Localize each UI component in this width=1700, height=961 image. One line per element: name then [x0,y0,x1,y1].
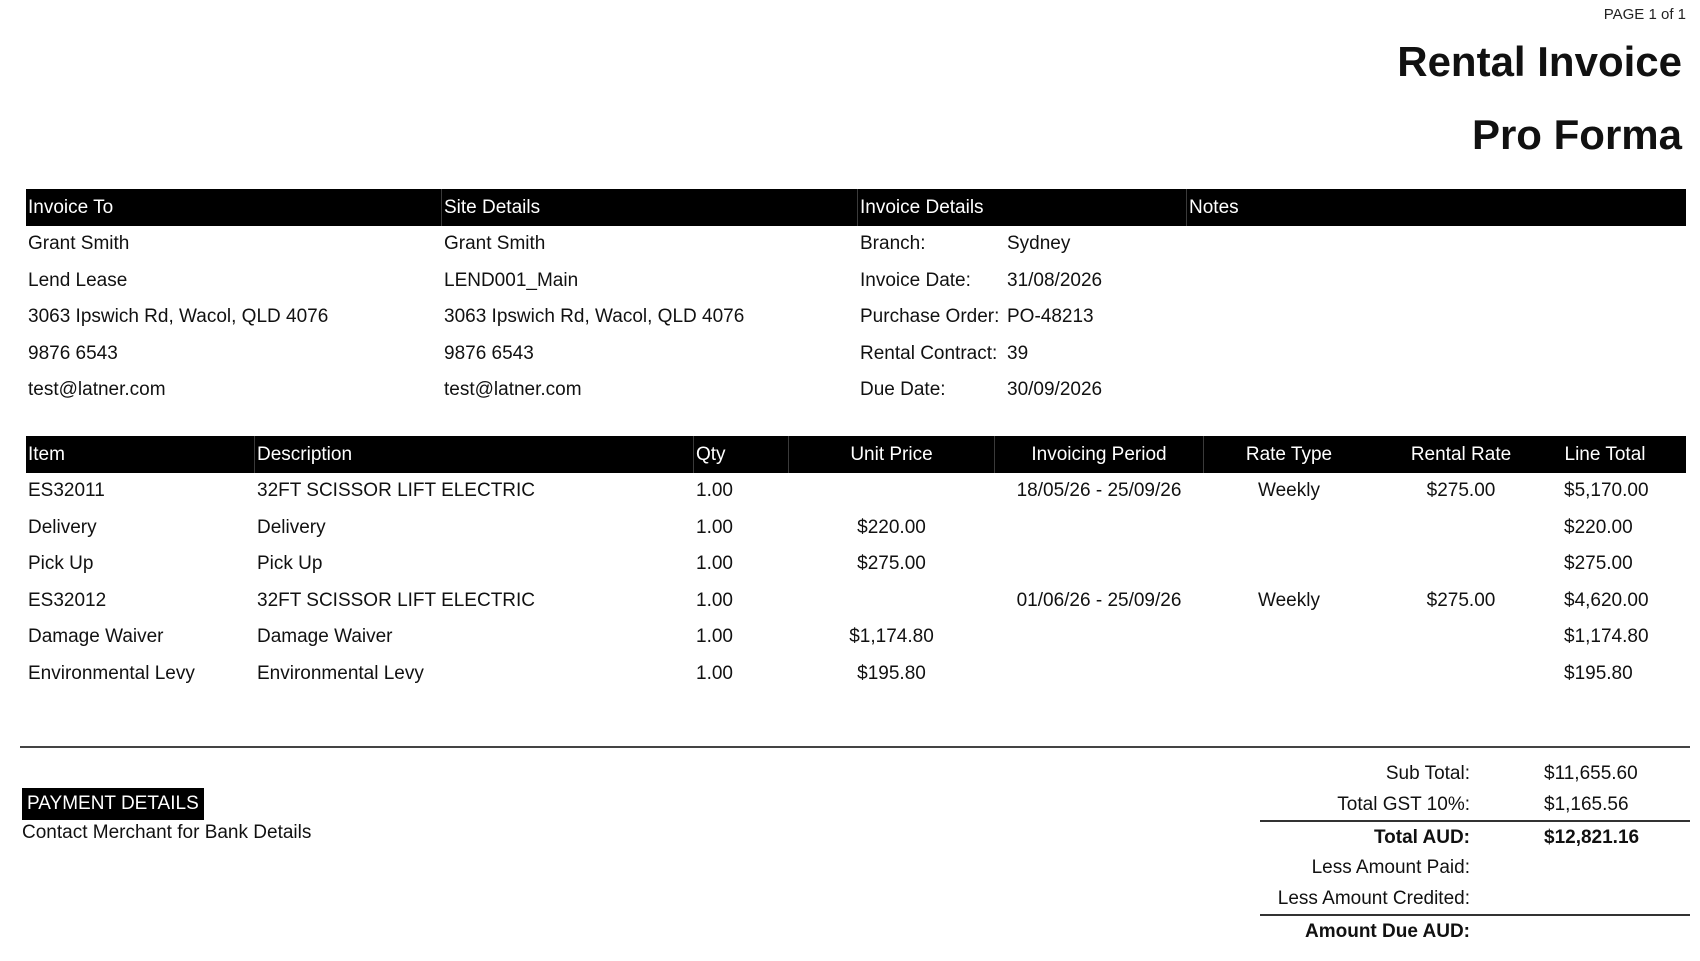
item-description: Delivery [257,516,326,538]
item-qty: 1.00 [696,589,733,611]
item-invoicing-period: 18/05/26 - 25/09/26 [1016,480,1182,501]
item-line-total: $4,620.00 [1564,589,1649,611]
site-code: LEND001_Main [444,269,579,291]
total-aud-value: $12,821.16 [1544,827,1640,848]
invoice-to-header: Invoice To [28,197,114,218]
item-code: ES32011 [28,480,105,501]
item-code: Damage Waiver [28,626,164,647]
site-details-header: Site Details [444,197,541,218]
item-unit-price: $275.00 [857,553,926,574]
gst-value: $1,165.56 [1544,794,1629,815]
item-unit-price: $220.00 [857,516,926,538]
payment-details-text: Contact Merchant for Bank Details [22,822,312,843]
item-description: 32FT SCISSOR LIFT ELECTRIC [257,589,536,611]
rental-contract-label: Rental Contract: [860,342,998,364]
item-line-total: $5,170.00 [1564,480,1649,501]
qty-column-header: Qty [696,444,726,465]
item-rate-type: Weekly [1258,480,1320,501]
line-items-header-bar [26,436,1686,473]
item-unit-price: $1,174.80 [849,626,934,647]
invoice-to-email: test@latner.com [28,379,166,400]
item-description: Pick Up [257,553,323,574]
line-total-column-header: Line Total [1564,444,1646,465]
item-qty: 1.00 [696,553,733,574]
purchase-order-label: Purchase Order: [860,306,1000,327]
item-qty: 1.00 [696,480,733,501]
item-line-total: $1,174.80 [1564,626,1649,647]
page-number: PAGE 1 of 1 [1603,6,1686,23]
item-code: Delivery [28,516,97,538]
item-code: ES32012 [28,589,107,611]
item-code: Environmental Levy [28,662,195,684]
invoicing-period-column-header: Invoicing Period [1031,444,1167,465]
site-address: 3063 Ipswich Rd, Wacol, QLD 4076 [444,306,745,327]
sub-total-label: Sub Total: [1385,763,1470,784]
item-column-header: Item [28,444,65,465]
site-email: test@latner.com [444,379,582,400]
due-date-label: Due Date: [860,379,946,400]
item-line-total: $195.80 [1564,662,1633,684]
invoice-details-header: Invoice Details [860,197,984,218]
rental-contract-value: 39 [1007,342,1029,364]
item-invoicing-period: 01/06/26 - 25/09/26 [1016,589,1182,611]
amount-due-label: Amount Due AUD: [1305,921,1470,942]
item-rental-rate: $275.00 [1426,589,1496,611]
branch-value: Sydney [1007,233,1071,254]
item-rate-type: Weekly [1258,589,1320,611]
invoice-title: Rental Invoice [1397,38,1682,85]
item-qty: 1.00 [696,662,733,684]
info-header-bar [26,189,1686,226]
section-divider [20,746,1690,748]
item-qty: 1.00 [696,516,733,538]
payment-details-label: PAYMENT DETAILS [22,788,204,820]
unit-price-column-header: Unit Price [850,444,933,465]
invoice-to-phone: 9876 6543 [28,342,118,364]
total-aud-label: Total AUD: [1373,827,1470,848]
item-qty: 1.00 [696,626,733,647]
site-contact-name: Grant Smith [444,233,546,254]
invoice-subtitle: Pro Forma [1471,111,1682,158]
rate-type-column-header: Rate Type [1245,444,1333,465]
due-date-value: 30/09/2026 [1007,379,1103,400]
invoice-to-address: 3063 Ipswich Rd, Wacol, QLD 4076 [28,306,329,327]
gst-label: Total GST 10%: [1337,794,1470,815]
rental-rate-column-header: Rental Rate [1410,444,1512,465]
totals-rule [1260,820,1690,822]
item-description: 32FT SCISSOR LIFT ELECTRIC [257,480,536,501]
purchase-order-value: PO-48213 [1007,306,1094,327]
item-unit-price: $195.80 [857,662,926,684]
item-rental-rate: $275.00 [1426,480,1496,501]
less-amount-paid-label: Less Amount Paid: [1311,857,1470,878]
sub-total-value: $11,655.60 [1544,763,1638,784]
invoice-date-value: 31/08/2026 [1007,269,1103,291]
site-phone: 9876 6543 [444,342,534,364]
item-code: Pick Up [28,553,94,574]
less-amount-credited-label: Less Amount Credited: [1277,888,1470,909]
description-column-header: Description [257,444,353,465]
notes-header: Notes [1189,197,1239,218]
item-line-total: $220.00 [1564,516,1633,538]
item-description: Damage Waiver [257,626,393,647]
totals-rule [1260,914,1690,916]
invoice-date-label: Invoice Date: [860,269,971,291]
item-line-total: $275.00 [1564,553,1633,574]
item-description: Environmental Levy [257,662,424,684]
branch-label: Branch: [860,233,926,254]
invoice-to-name: Grant Smith [28,233,130,254]
invoice-to-company: Lend Lease [28,269,128,291]
